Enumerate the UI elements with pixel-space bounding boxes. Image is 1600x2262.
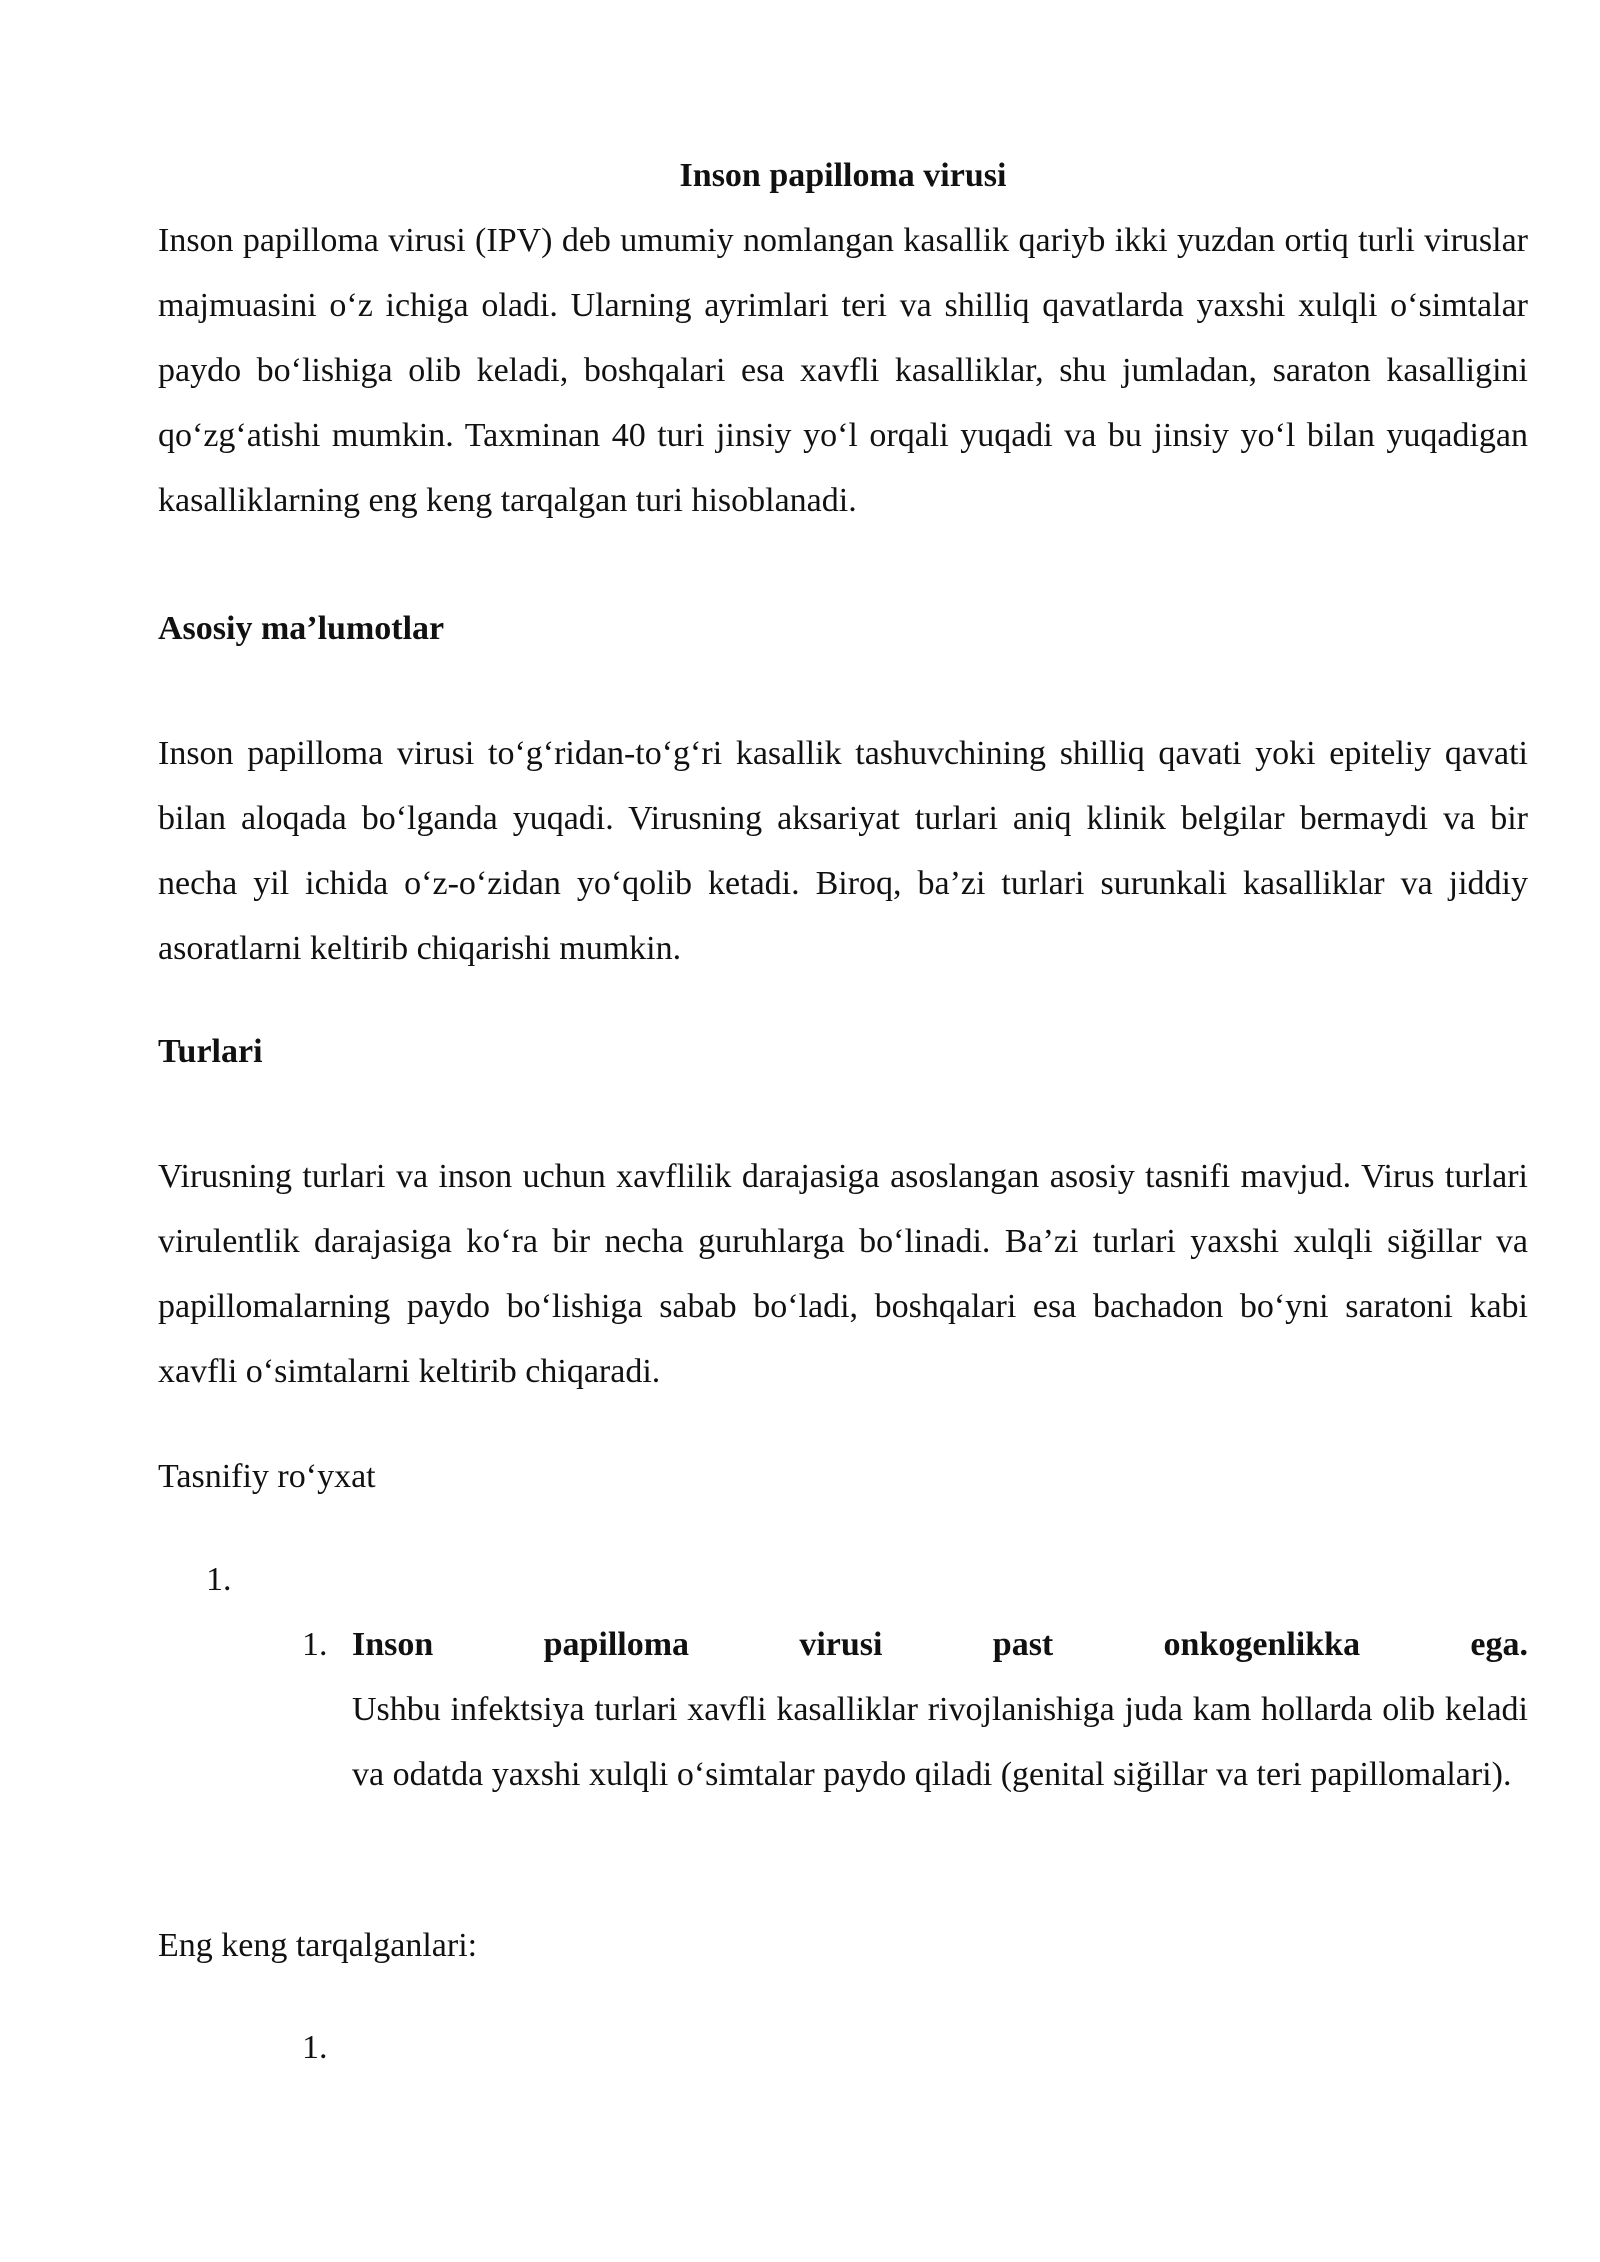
- inner-list-item-bold-line: [352, 1612, 1528, 1677]
- section-heading-turlari: Turlari: [158, 1033, 263, 1070]
- outer-list-number: 1.: [206, 1561, 232, 1598]
- common-caption: Eng keng tarqalganlari:: [158, 1927, 478, 1964]
- section-heading-asosiy: Asosiy ma’lumotlar: [158, 610, 445, 647]
- bold-word: papilloma: [543, 1626, 690, 1663]
- bold-word: Inson: [352, 1626, 434, 1663]
- inner-list-item: [352, 1612, 1528, 1807]
- inner-list-item-text: Ushbu infektsiya turlari xavfli kasalliklar rivojlanishiga juda kam hollarda olib keladi va odatda yaxshi xulqli o‘simtalar paydo qiladi (genital siğillar va teri papillomalari).: [352, 1691, 1528, 1793]
- bold-word: ega.: [1470, 1626, 1528, 1663]
- bottom-list-number: 1.: [302, 2029, 328, 2066]
- bold-word: onkogenlikka: [1163, 1626, 1361, 1663]
- bold-word: past: [992, 1626, 1054, 1663]
- document-title: Inson papilloma virusi: [679, 157, 1007, 194]
- inner-list-number: 1.: [302, 1626, 328, 1663]
- bold-word: virusi: [799, 1626, 883, 1663]
- section-paragraph-asosiy: Inson papilloma virusi to‘g‘ridan-to‘g‘ri kasallik tashuvchining shilliq qavati yoki epiteliy qavati bilan aloqada bo‘lganda yuqadi. Virusning aksariyat turlari aniq klinik belgilar bermaydi va bir necha yil ichida o‘z-o‘zidan yo‘qolib ketadi. Biroq, ba’zi turlari surunkali kasalliklar va jiddiy asoratlarni keltirib chiqarishi mumkin.: [158, 735, 1528, 967]
- section-paragraph-turlari: Virusning turlari va inson uchun xavflilik darajasiga asoslangan asosiy tasnifi mavjud. Virus turlari virulentlik darajasiga ko‘ra bir necha guruhlarga bo‘linadi. Ba’zi turlari yaxshi xulqli siğillar va papillomalarning paydo bo‘lishiga sabab bo‘ladi, boshqalari esa bachadon bo‘yni saratoni kabi xavfli o‘simtalarni keltirib chiqaradi.: [158, 1158, 1528, 1390]
- list-caption: Tasnifiy ro‘yxat: [158, 1458, 376, 1495]
- intro-paragraph: Inson papilloma virusi (IPV) deb umumiy nomlangan kasallik qariyb ikki yuzdan ortiq turli viruslar majmuasini o‘z ichiga oladi. Ularning ayrimlari teri va shilliq qavatlarda yaxshi xulqli o‘simtalar paydo bo‘lishiga olib keladi, boshqalari esa xavfli kasalliklar, shu jumladan, saraton kasalligini qo‘zg‘atishi mumkin. Taxminan 40 turi jinsiy yo‘l orqali yuqadi va bu jinsiy yo‘l bilan yuqadigan kasalliklarning eng keng tarqalgan turi hisoblanadi.: [158, 222, 1528, 519]
